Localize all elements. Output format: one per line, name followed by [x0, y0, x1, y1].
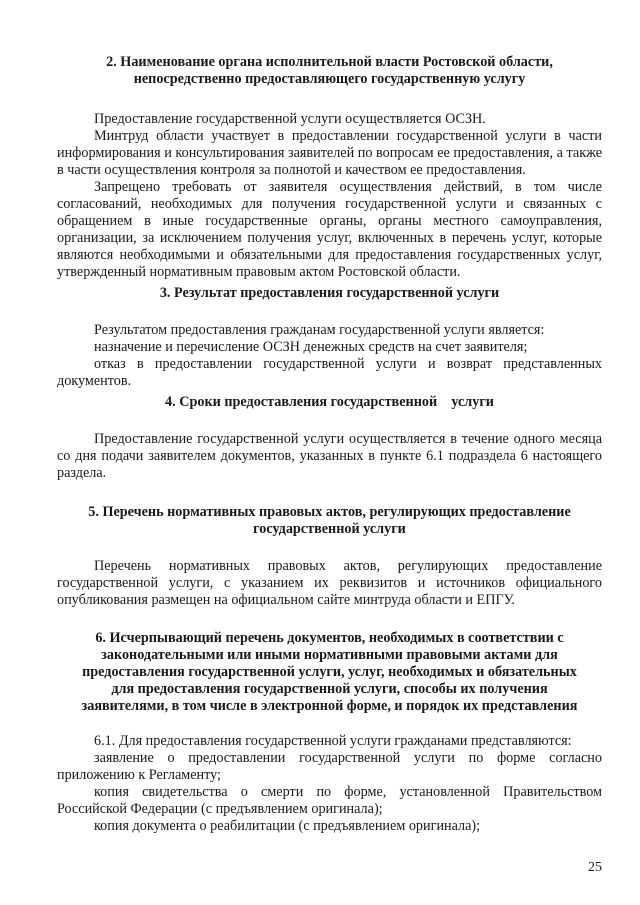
section-5-heading: [57, 504, 602, 538]
paragraph: копия свидетельства о смерти по форме, установленной Правительством Российской Федерации (с предъявлением оригинала);: [57, 784, 602, 817]
paragraph: Предоставление государственной услуги осуществляется ОСЗН.: [94, 111, 486, 127]
paragraph: заявление о предоставлении государственной услуги по форме согласно приложению к Регламенту;: [57, 750, 602, 783]
section-2-heading: [57, 54, 602, 88]
heading-line: государственной услуги: [253, 521, 406, 537]
heading-line: непосредственно предоставляющего государственную услугу: [133, 71, 526, 87]
heading-line: предоставления государственной услуги, услуг, необходимых и обязательных: [82, 664, 577, 680]
section-4-heading: 4. Сроки предоставления государственной услуги: [165, 394, 494, 410]
heading-line: заявителями, в том числе в электронной форме, и порядок их представления: [81, 698, 578, 714]
paragraph: Перечень нормативных правовых актов, регулирующих предоставление государственной услуги, с указанием их реквизитов и источников официального опубликования размещен на официальном сайте минтруда области и ЕПГУ.: [57, 558, 602, 608]
paragraph: отказ в предоставлении государственной услуги и возврат представленных документов.: [57, 356, 602, 389]
page-content: [57, 54, 602, 835]
paragraph: Запрещено требовать от заявителя осуществления действий, в том числе согласований, необходимых для получения государственной услуги и связанных с обращением в иные государственные органы, органы местного самоуправления, организации, за исключением получения услуг, включенных в перечень услуг, которые являются необходимыми и обязательными для предоставления государственных услуг, утвержденный нормативным правовым актом Ростовской области.: [57, 179, 602, 280]
heading-line: 2. Наименование органа исполнительной власти Ростовской области,: [106, 54, 553, 70]
heading-line: 6. Исчерпывающий перечень документов, необходимых в соответствии с: [95, 630, 564, 646]
heading-line: 5. Перечень нормативных правовых актов, регулирующих предоставление: [88, 504, 571, 520]
paragraph: копия документа о реабилитации (с предъявлением оригинала);: [94, 818, 481, 834]
paragraph: Предоставление государственной услуги осуществляется в течение одного месяца со дня подачи заявителем документов, указанных в пункте 6.1 подраздела 6 настоящего раздела.: [57, 431, 602, 481]
section-6-heading: [57, 630, 602, 715]
heading-line: для предоставления государственной услуги, способы их получения: [111, 681, 548, 697]
paragraph: 6.1. Для предоставления государственной услуги гражданами представляются:: [94, 733, 572, 749]
section-3-heading: 3. Результат предоставления государственной услуги: [159, 285, 500, 301]
paragraph: назначение и перечисление ОСЗН денежных средств на счет заявителя;: [94, 339, 528, 355]
page-number: 25: [588, 860, 602, 875]
heading-line: законодательными или иными нормативными правовыми актами для: [101, 647, 558, 663]
paragraph: Результатом предоставления гражданам государственной услуги является:: [94, 322, 545, 338]
paragraph: Минтруд области участвует в предоставлении государственной услуги в части информирования и консультирования заявителей по вопросам ее предоставления, а также в части осуществления контроля за полнотой и качеством ее предоставления.: [57, 128, 602, 178]
